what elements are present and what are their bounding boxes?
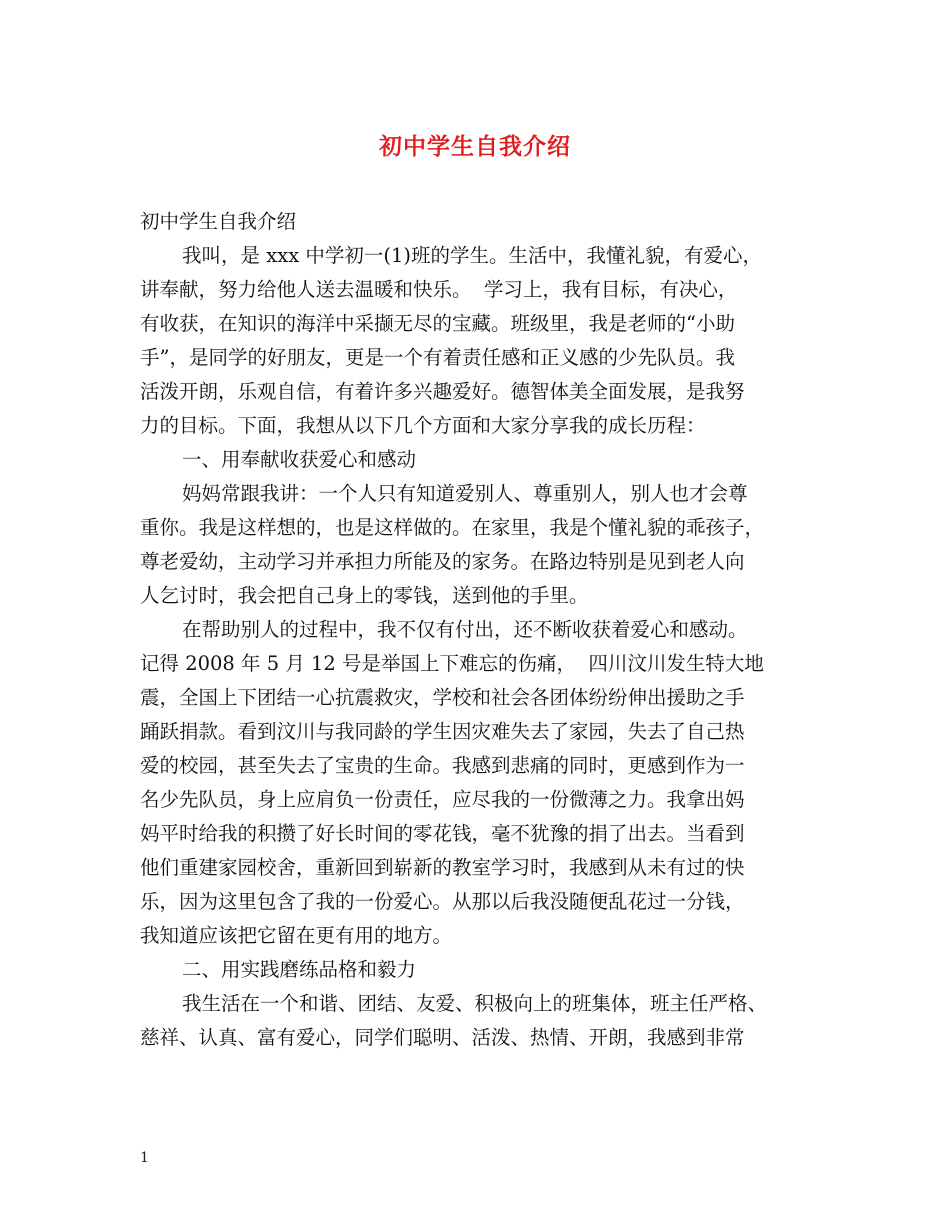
paragraph-line: 有收获，在知识的海洋中采撷无尽的宝藏。班级里，我是老师的“小助 <box>140 312 735 335</box>
paragraph-line: 在帮助别人的过程中，我不仅有付出，还不断收获着爱心和感动。 <box>182 618 748 641</box>
document-title: 初中学生自我介绍 <box>379 133 571 160</box>
paragraph-line: 尊老爱幼，主动学习并承担力所能及的家务。在路边特别是见到老人向 <box>140 550 745 573</box>
paragraph-line: 力的目标。下面，我想从以下几个方面和大家分享我的成长历程： <box>140 414 706 437</box>
paragraph-line: 我生活在一个和谐、团结、友爱、积极向上的班集体，班主任严格、 <box>182 992 768 1015</box>
paragraph-line: 活泼开朗，乐观自信，有着许多兴趣爱好。德智体美全面发展，是我努 <box>140 380 745 403</box>
paragraph-line: 记得 2008 年 5 月 12 号是举国上下难忘的伤痛， 四川汶川发生特大地 <box>140 652 764 675</box>
paragraph-line: 我知道应该把它留在更有用的地方。 <box>140 924 453 947</box>
paragraph-line: 慈祥、认真、富有爱心，同学们聪明、活泼、热情、开朗，我感到非常 <box>140 1026 745 1049</box>
paragraph-line: 手”，是同学的好朋友，更是一个有着责任感和正义感的少先队员。我 <box>140 346 735 369</box>
paragraph-line: 他们重建家园校舍，重新回到崭新的教室学习时，我感到从未有过的快 <box>140 856 745 879</box>
subtitle-line: 初中学生自我介绍 <box>140 210 297 233</box>
paragraph-line: 妈妈常跟我讲：一个人只有知道爱别人、尊重别人，别人也才会尊 <box>182 482 748 505</box>
paragraph-line: 震，全国上下团结一心抗震救灾，学校和社会各团体纷纷伸出援助之手 <box>140 686 745 709</box>
paragraph-line: 乐，因为这里包含了我的一份爱心。从那以后我没随便乱花过一分钱， <box>140 890 745 913</box>
paragraph-line: 重你。我是这样想的，也是这样做的。在家里，我是个懂礼貌的乖孩子， <box>140 516 765 539</box>
paragraph-line: 我叫，是 xxx 中学初一(1)班的学生。生活中，我懂礼貌，有爱心， <box>182 244 763 267</box>
paragraph-line: 人乞讨时，我会把自己身上的零钱，送到他的手里。 <box>140 584 589 607</box>
paragraph-line: 名少先队员，身上应肩负一份责任，应尽我的一份微薄之力。我拿出妈 <box>140 788 745 811</box>
section-heading: 一、用奉献收获爱心和感动 <box>182 448 417 471</box>
document-body <box>140 205 830 1055</box>
paragraph-line: 妈平时给我的积攒了好长时间的零花钱，毫不犹豫的捐了出去。当看到 <box>140 822 745 845</box>
paragraph-line: 踊跃捐款。看到汶川与我同龄的学生因灾难失去了家园，失去了自己热 <box>140 720 745 743</box>
section-heading: 二、用实践磨练品格和毅力 <box>182 958 417 981</box>
page-number: 1 <box>140 1150 149 1166</box>
paragraph-line: 讲奉献，努力给他人送去温暖和快乐。 学习上，我有目标，有决心， <box>140 278 738 301</box>
paragraph-line: 爱的校园，甚至失去了宝贵的生命。我感到悲痛的同时，更感到作为一 <box>140 754 745 777</box>
